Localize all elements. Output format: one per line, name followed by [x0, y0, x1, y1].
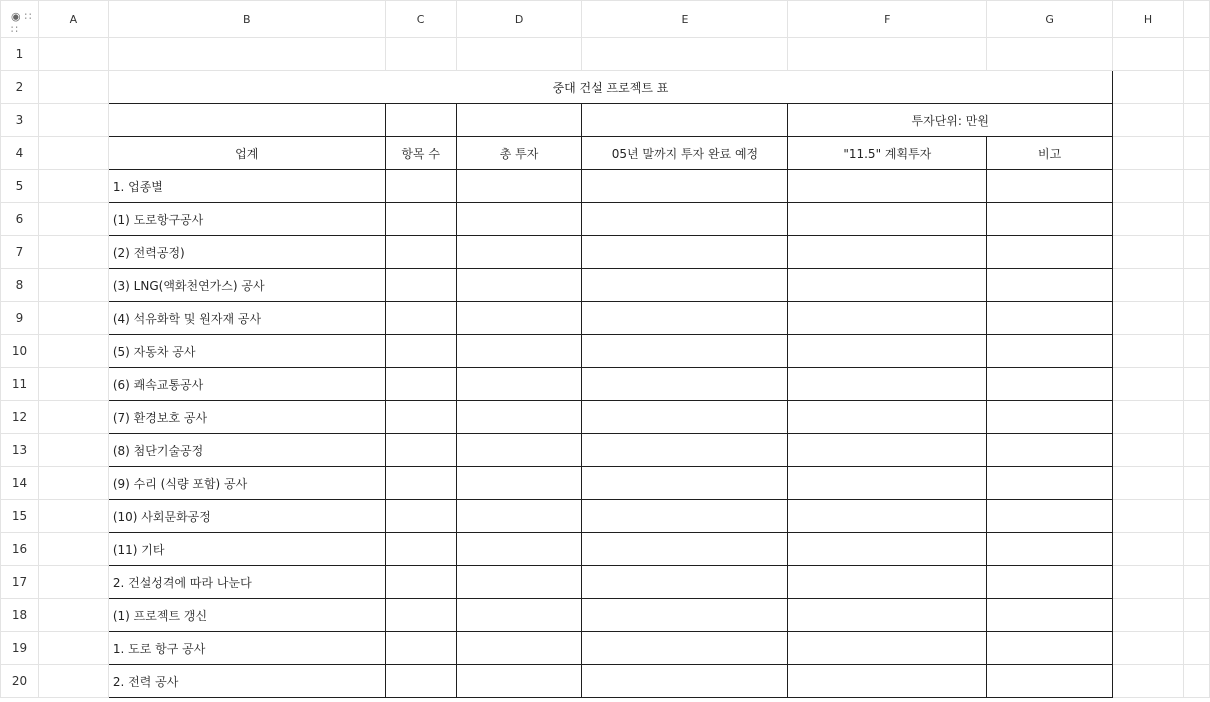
- cell[interactable]: [1183, 236, 1209, 269]
- header-industry[interactable]: 업계: [108, 137, 385, 170]
- cell[interactable]: [582, 236, 788, 269]
- cell[interactable]: [38, 632, 108, 665]
- cell[interactable]: [1113, 401, 1184, 434]
- cell[interactable]: [1183, 203, 1209, 236]
- table-row: [1, 467, 1210, 500]
- cell[interactable]: [1113, 203, 1184, 236]
- cell[interactable]: [1113, 368, 1184, 401]
- cell[interactable]: [788, 467, 987, 500]
- table-row: [1, 566, 1210, 599]
- table-row: [1, 269, 1210, 302]
- cell[interactable]: [385, 401, 456, 434]
- header-planned-complete[interactable]: 05년 말까지 투자 완료 예정: [582, 137, 788, 170]
- cell[interactable]: [38, 401, 108, 434]
- cell[interactable]: [38, 269, 108, 302]
- cell[interactable]: [1113, 104, 1184, 137]
- cell[interactable]: [1183, 665, 1209, 698]
- row-header[interactable]: 3: [1, 104, 39, 137]
- header-item-count[interactable]: 항목 수: [385, 137, 456, 170]
- cell[interactable]: [456, 467, 582, 500]
- table-row: [1, 599, 1210, 632]
- column-header-extra[interactable]: [1183, 1, 1209, 38]
- cell[interactable]: [385, 170, 456, 203]
- table-row: [1, 500, 1210, 533]
- cell[interactable]: [987, 599, 1113, 632]
- table-row: [1, 203, 1210, 236]
- cell[interactable]: [788, 302, 987, 335]
- cell[interactable]: [582, 335, 788, 368]
- header-total-investment[interactable]: 총 투자: [456, 137, 582, 170]
- cell[interactable]: [38, 665, 108, 698]
- cell[interactable]: [987, 170, 1113, 203]
- column-header-g[interactable]: G: [987, 1, 1113, 38]
- table-row: [1, 335, 1210, 368]
- table-row: [1, 665, 1210, 698]
- column-header-h[interactable]: H: [1113, 1, 1184, 38]
- cell[interactable]: [385, 467, 456, 500]
- cell[interactable]: [788, 203, 987, 236]
- row-header[interactable]: 12: [1, 401, 39, 434]
- cell[interactable]: [1113, 467, 1184, 500]
- row-header[interactable]: 4: [1, 137, 39, 170]
- cell[interactable]: [385, 500, 456, 533]
- cell[interactable]: [788, 500, 987, 533]
- cell[interactable]: [788, 566, 987, 599]
- cell[interactable]: [582, 203, 788, 236]
- item-label[interactable]: (3) LNG(액화천연가스) 공사: [108, 269, 385, 302]
- sheet-row: [1, 71, 1210, 104]
- cell[interactable]: [1113, 566, 1184, 599]
- cell[interactable]: [38, 533, 108, 566]
- cell[interactable]: [456, 368, 582, 401]
- cell[interactable]: [385, 302, 456, 335]
- cell[interactable]: [987, 500, 1113, 533]
- column-header-b[interactable]: B: [108, 1, 385, 38]
- sheet-row: [1, 104, 1210, 137]
- row-header[interactable]: 1: [1, 38, 39, 71]
- item-label[interactable]: (1) 프로젝트 갱신: [108, 599, 385, 632]
- cell[interactable]: [38, 71, 108, 104]
- cell[interactable]: [987, 368, 1113, 401]
- item-label[interactable]: (4) 석유화학 및 원자재 공사: [108, 302, 385, 335]
- row-header[interactable]: 19: [1, 632, 39, 665]
- cell[interactable]: [1113, 665, 1184, 698]
- row-header[interactable]: 8: [1, 269, 39, 302]
- column-header-row: [1, 1, 1210, 38]
- cell[interactable]: [788, 599, 987, 632]
- row-header[interactable]: 18: [1, 599, 39, 632]
- expand-rows-icon[interactable]: ∷: [11, 23, 18, 36]
- cell[interactable]: [987, 38, 1113, 71]
- table-row: [1, 434, 1210, 467]
- cell[interactable]: [385, 533, 456, 566]
- cell[interactable]: [987, 401, 1113, 434]
- cell[interactable]: [582, 368, 788, 401]
- cell[interactable]: [1113, 269, 1184, 302]
- row-header[interactable]: 20: [1, 665, 39, 698]
- cell[interactable]: [38, 203, 108, 236]
- cell[interactable]: [38, 104, 108, 137]
- cell[interactable]: [788, 38, 987, 71]
- cell[interactable]: [987, 566, 1113, 599]
- cell[interactable]: [788, 632, 987, 665]
- cell[interactable]: [385, 434, 456, 467]
- cell[interactable]: [1183, 401, 1209, 434]
- cell[interactable]: [1113, 302, 1184, 335]
- cell[interactable]: [385, 599, 456, 632]
- cell[interactable]: [38, 335, 108, 368]
- cell[interactable]: [456, 236, 582, 269]
- cell[interactable]: [987, 203, 1113, 236]
- cell[interactable]: [108, 38, 385, 71]
- cell[interactable]: [582, 170, 788, 203]
- table-row: [1, 632, 1210, 665]
- cell[interactable]: [1183, 137, 1209, 170]
- cell[interactable]: [456, 269, 582, 302]
- cell[interactable]: [788, 236, 987, 269]
- cell[interactable]: [385, 203, 456, 236]
- item-label[interactable]: (9) 수리 (식량 포함) 공사: [108, 467, 385, 500]
- column-header-a[interactable]: A: [38, 1, 108, 38]
- item-label[interactable]: 2. 전력 공사: [108, 665, 385, 698]
- expand-icon[interactable]: ∷: [24, 10, 32, 23]
- cell[interactable]: [788, 269, 987, 302]
- table-row: [1, 302, 1210, 335]
- cell[interactable]: [987, 236, 1113, 269]
- cell[interactable]: [385, 665, 456, 698]
- cell[interactable]: [1113, 599, 1184, 632]
- cell[interactable]: [385, 236, 456, 269]
- cell[interactable]: [788, 170, 987, 203]
- cell[interactable]: [1183, 269, 1209, 302]
- cell[interactable]: [38, 467, 108, 500]
- cell[interactable]: [385, 632, 456, 665]
- cell[interactable]: [788, 434, 987, 467]
- cell[interactable]: [582, 434, 788, 467]
- cell[interactable]: [456, 665, 582, 698]
- sheet-row: [1, 38, 1210, 71]
- cell[interactable]: [582, 269, 788, 302]
- item-label[interactable]: (7) 환경보호 공사: [108, 401, 385, 434]
- item-label[interactable]: 2. 건설성격에 따라 나눈다: [108, 566, 385, 599]
- cell[interactable]: [1113, 71, 1184, 104]
- cell[interactable]: [108, 104, 385, 137]
- item-label[interactable]: (11) 기타: [108, 533, 385, 566]
- cell[interactable]: [582, 533, 788, 566]
- row-header[interactable]: 14: [1, 467, 39, 500]
- cell[interactable]: [1183, 434, 1209, 467]
- cell[interactable]: [582, 599, 788, 632]
- cell[interactable]: [1113, 500, 1184, 533]
- sheet-row: [1, 137, 1210, 170]
- row-header[interactable]: 15: [1, 500, 39, 533]
- row-header[interactable]: 10: [1, 335, 39, 368]
- cell[interactable]: [456, 434, 582, 467]
- cell[interactable]: [456, 203, 582, 236]
- cell[interactable]: [987, 632, 1113, 665]
- row-header[interactable]: 11: [1, 368, 39, 401]
- cell[interactable]: [456, 632, 582, 665]
- cell[interactable]: [1183, 71, 1209, 104]
- cell[interactable]: [582, 38, 788, 71]
- cell[interactable]: [456, 104, 582, 137]
- item-label[interactable]: (1) 도로항구공사: [108, 203, 385, 236]
- cell[interactable]: [456, 335, 582, 368]
- cell[interactable]: [456, 170, 582, 203]
- cell[interactable]: [582, 302, 788, 335]
- cell[interactable]: [582, 104, 788, 137]
- item-label[interactable]: 1. 도로 항구 공사: [108, 632, 385, 665]
- cell[interactable]: [1183, 533, 1209, 566]
- cell[interactable]: [38, 170, 108, 203]
- cell[interactable]: [582, 665, 788, 698]
- cell[interactable]: [582, 401, 788, 434]
- table-row: [1, 368, 1210, 401]
- table-row: [1, 401, 1210, 434]
- cell[interactable]: [1183, 467, 1209, 500]
- cell[interactable]: [38, 599, 108, 632]
- item-label[interactable]: (8) 첨단기술공정: [108, 434, 385, 467]
- cell[interactable]: [582, 467, 788, 500]
- item-label[interactable]: (2) 전력공정): [108, 236, 385, 269]
- eye-icon[interactable]: ◉: [11, 10, 21, 23]
- table-row: [1, 170, 1210, 203]
- cell[interactable]: [38, 368, 108, 401]
- cell[interactable]: [1113, 170, 1184, 203]
- cell[interactable]: [788, 533, 987, 566]
- row-header[interactable]: 5: [1, 170, 39, 203]
- cell[interactable]: [456, 302, 582, 335]
- header-plan-115[interactable]: "11.5" 계획투자: [788, 137, 987, 170]
- cell[interactable]: [1183, 632, 1209, 665]
- column-header-f[interactable]: F: [788, 1, 987, 38]
- cell[interactable]: [788, 335, 987, 368]
- cell[interactable]: [1113, 38, 1184, 71]
- cell[interactable]: [456, 566, 582, 599]
- cell[interactable]: [788, 665, 987, 698]
- cell[interactable]: [385, 368, 456, 401]
- select-all-corner[interactable]: [1, 1, 39, 38]
- cell[interactable]: [38, 566, 108, 599]
- column-header-c[interactable]: C: [385, 1, 456, 38]
- row-header[interactable]: 13: [1, 434, 39, 467]
- cell[interactable]: [38, 236, 108, 269]
- cell[interactable]: [1183, 566, 1209, 599]
- cell[interactable]: [38, 434, 108, 467]
- cell[interactable]: [582, 566, 788, 599]
- row-header[interactable]: 2: [1, 71, 39, 104]
- cell[interactable]: [385, 104, 456, 137]
- cell[interactable]: [1113, 137, 1184, 170]
- table-row: [1, 236, 1210, 269]
- cell[interactable]: [385, 38, 456, 71]
- cell[interactable]: [1183, 599, 1209, 632]
- item-label[interactable]: 1. 업종별: [108, 170, 385, 203]
- cell[interactable]: [385, 566, 456, 599]
- cell[interactable]: [456, 401, 582, 434]
- cell[interactable]: [456, 533, 582, 566]
- item-label[interactable]: (6) 쾌속교통공사: [108, 368, 385, 401]
- cell[interactable]: [582, 632, 788, 665]
- column-header-e[interactable]: E: [582, 1, 788, 38]
- cell[interactable]: [788, 368, 987, 401]
- cell[interactable]: [1183, 368, 1209, 401]
- cell[interactable]: [1183, 170, 1209, 203]
- cell[interactable]: [987, 335, 1113, 368]
- cell[interactable]: [987, 665, 1113, 698]
- cell[interactable]: [456, 38, 582, 71]
- cell[interactable]: [38, 137, 108, 170]
- cell[interactable]: [987, 269, 1113, 302]
- cell[interactable]: [1183, 302, 1209, 335]
- cell[interactable]: [788, 401, 987, 434]
- cell[interactable]: [456, 500, 582, 533]
- cell[interactable]: [987, 302, 1113, 335]
- item-label[interactable]: (5) 자동차 공사: [108, 335, 385, 368]
- cell[interactable]: [1183, 38, 1209, 71]
- cell[interactable]: [1113, 632, 1184, 665]
- row-header[interactable]: 9: [1, 302, 39, 335]
- cell[interactable]: [1183, 104, 1209, 137]
- cell[interactable]: [1183, 335, 1209, 368]
- cell[interactable]: [38, 38, 108, 71]
- table-title[interactable]: 중대 건설 프로젝트 표: [108, 71, 1112, 104]
- cell[interactable]: [1183, 500, 1209, 533]
- row-header[interactable]: 7: [1, 236, 39, 269]
- cell[interactable]: [1113, 434, 1184, 467]
- item-label[interactable]: (10) 사회문화공정: [108, 500, 385, 533]
- cell[interactable]: [987, 434, 1113, 467]
- cell[interactable]: [1113, 533, 1184, 566]
- row-header[interactable]: 6: [1, 203, 39, 236]
- cell[interactable]: [38, 302, 108, 335]
- cell[interactable]: [38, 500, 108, 533]
- row-header[interactable]: 17: [1, 566, 39, 599]
- row-header[interactable]: 16: [1, 533, 39, 566]
- cell[interactable]: [385, 335, 456, 368]
- cell[interactable]: [1113, 236, 1184, 269]
- cell[interactable]: [987, 533, 1113, 566]
- unit-note[interactable]: 투자단위: 만원: [788, 104, 1113, 137]
- cell[interactable]: [1113, 335, 1184, 368]
- header-remarks[interactable]: 비고: [987, 137, 1113, 170]
- table-row: [1, 533, 1210, 566]
- cell[interactable]: [582, 500, 788, 533]
- cell[interactable]: [987, 467, 1113, 500]
- cell[interactable]: [456, 599, 582, 632]
- cell[interactable]: [385, 269, 456, 302]
- column-header-d[interactable]: D: [456, 1, 582, 38]
